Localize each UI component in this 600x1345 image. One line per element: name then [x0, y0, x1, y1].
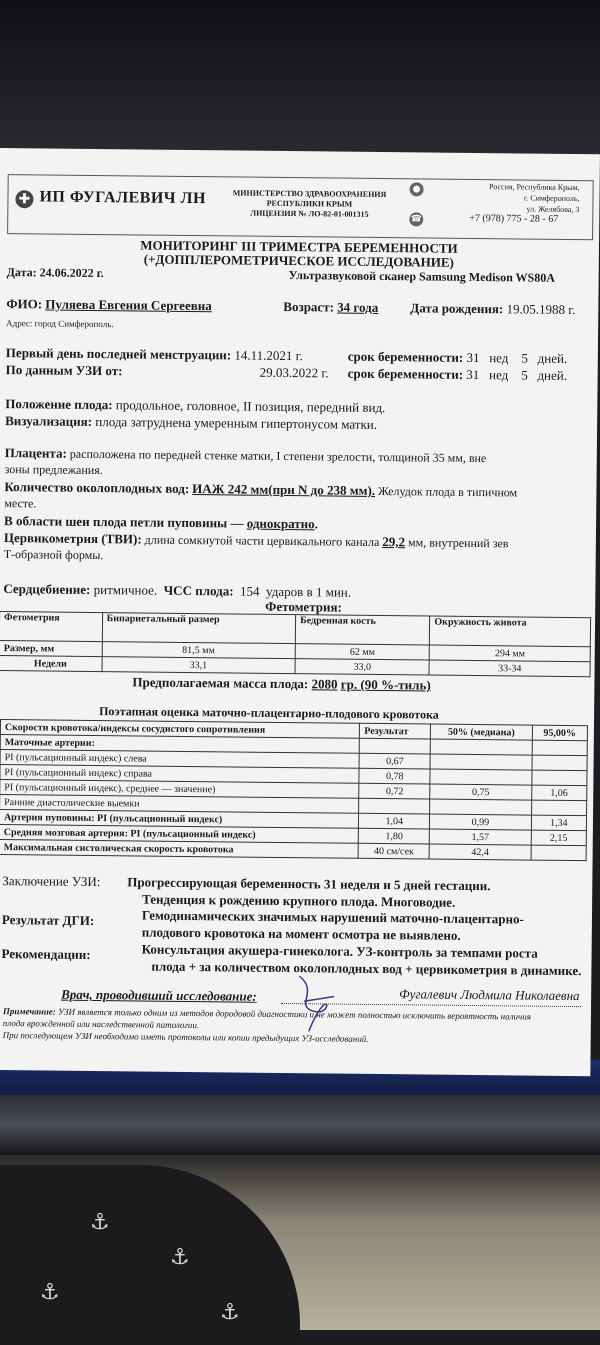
cord-line: В области шеи плода петли пуповины — однократно. — [4, 513, 319, 532]
table-cell: 62 мм — [295, 644, 429, 660]
note-text: УЗИ является только одним из методов дородовой диагностики и не может полностью исключить вероятность наличия — [57, 1006, 532, 1022]
dgi-label: Результат ДГИ: — [1, 912, 95, 929]
table-header-cell: Бипариетальный размер — [102, 613, 296, 644]
note-text: плода врожденной или наследственной патологии. — [2, 1018, 200, 1031]
table-cell: 0,78 — [359, 768, 430, 784]
table-header-cell: Окружность живота — [430, 616, 591, 647]
table-cell: 1,57 — [430, 829, 531, 845]
anchor-icon: ⚓ — [220, 1300, 240, 1325]
days-unit: дней. — [537, 367, 568, 383]
table-cell: 0,67 — [359, 753, 430, 769]
report-subtitle: (+ДОППЛЕРОМЕТРИЧЕСКОЕ ИССЛЕДОВАНИЕ) — [143, 251, 455, 270]
fetometry-title: Фетометрия: — [265, 598, 342, 615]
us-term — [348, 366, 568, 384]
term-label: срок беременности: — [347, 348, 464, 365]
recommendations-label: Рекомендации: — [1, 946, 91, 962]
mass-label: Предполагаемая масса плода: — [132, 674, 309, 692]
table-cell — [430, 769, 531, 785]
visualization — [5, 413, 377, 433]
background-top — [0, 0, 600, 160]
table-cell: Маточные артерии: — [0, 735, 359, 754]
placenta-text: расположена по передней стенке матки, I степени зрелости, толщиной 35 мм, вне — [69, 446, 487, 466]
table-cell: Недели — [0, 656, 102, 672]
car-door-edge — [0, 1095, 600, 1155]
table-cell: 0,99 — [430, 814, 531, 830]
weeks-unit: нед — [489, 350, 509, 366]
table-cell: 42,4 — [429, 844, 530, 860]
table-cell: 294 мм — [430, 645, 591, 662]
term-label: срок беременности: — [347, 365, 464, 382]
clinic-brand: ИП ФУГАЛЕВИЧ ЛН — [39, 188, 207, 208]
ministry-block — [219, 188, 399, 220]
cervix-text: мм, внутренний зев — [408, 535, 509, 551]
term-days: 5 — [521, 350, 529, 366]
term-weeks: 31 — [466, 366, 480, 383]
fetometry-table — [0, 611, 591, 677]
placenta-label: Плацента: — [4, 445, 67, 461]
hr-value: 154 — [239, 583, 260, 599]
table-header-cell: Скорости кровотока/индексы сосудистого сопротивления — [0, 720, 359, 739]
medical-cross-icon: ✚ — [15, 190, 33, 208]
patient-dob: 19.05.1988 г. — [506, 301, 576, 318]
address-line: Россия, Республика Крым, — [488, 182, 580, 193]
age-label: Возраст: — [283, 298, 335, 315]
table-cell — [430, 754, 531, 770]
table-cell — [431, 739, 532, 755]
position-label: Положение плода: — [5, 396, 113, 413]
patient-line — [6, 296, 212, 314]
us-date-value: 29.03.2022 г. — [259, 364, 329, 381]
recommendations-text: Консультация акушера-гинеколога. УЗ-контроль за темпами роста — [141, 941, 538, 961]
address-line: ул. Желябова, 3 — [526, 204, 580, 215]
anchor-icon: ⚓ — [170, 1245, 190, 1270]
table-cell — [359, 798, 430, 814]
doctor-label: Врач, проводивший исследование: — [61, 986, 257, 1004]
fio-label: ФИО: — [6, 296, 43, 312]
table-cell: 81,5 мм — [102, 642, 296, 659]
conclusion-text: Прогрессирующая беременность 31 неделя и 5 дней гестации. — [127, 874, 491, 894]
recommendations-text: плода + за количеством околоплодных вод + цервикометрия в динамике. — [151, 958, 582, 979]
table-cell: Максимальная систолическая скорость кровотока — [0, 840, 359, 859]
table-cell — [531, 770, 587, 786]
table-cell: 33,1 — [102, 657, 296, 674]
fluid-value: ИАЖ 242 мм(при N до 238 мм). — [192, 481, 376, 498]
cervix-text-cont: Т-образной формы. — [3, 547, 104, 563]
table-cell: 1,04 — [359, 813, 430, 829]
table-header-cell: 50% (медиана) — [431, 724, 532, 740]
table-cell: Ранние диастолические выемки — [0, 795, 359, 814]
table-cell: 0,72 — [359, 783, 430, 799]
table-cell: 2,15 — [531, 830, 587, 846]
table-cell: 33-34 — [429, 660, 590, 677]
conclusion-text: Тенденция к рождению крупного плода. Многоводие. — [142, 891, 456, 910]
heart-text: ритмичное. — [93, 582, 158, 598]
placenta-text-cont: зоны предлежания. — [4, 462, 103, 478]
table-cell — [532, 740, 588, 756]
table-cell — [531, 845, 587, 861]
dgi-text: Гемодинамических значимых нарушений маточно-плацентарно- — [141, 907, 524, 927]
patient-age: 34 года — [337, 299, 379, 315]
lmp-date: 14.11.2021 г. — [234, 347, 303, 364]
cervix-label: Цервикометрия (ТВИ): — [3, 530, 142, 547]
doctor-name: Фугалевич Людмила Николаевна — [399, 986, 580, 1004]
us-date-label: По данным УЗИ от: — [5, 362, 123, 379]
heartbeat-line — [3, 581, 351, 601]
patient-name: Пуляева Евгения Сергеевна — [45, 296, 212, 314]
table-cell — [430, 799, 531, 815]
days-unit: дней. — [537, 350, 568, 366]
doppler-table — [0, 719, 588, 861]
term-weeks: 31 — [466, 349, 480, 366]
cord-value: однократно — [246, 515, 315, 532]
note-label: Примечание: — [2, 1006, 56, 1017]
visual-text: плода затруднена умеренным гипертонусом матки. — [95, 414, 378, 432]
lmp-label: Первый день последней менструации: — [5, 345, 232, 363]
table-header-cell: Фетометрия — [0, 612, 102, 642]
term-days: 5 — [521, 367, 528, 383]
address-line: г. Симферополь, — [523, 193, 580, 204]
visual-label: Визуализация: — [5, 413, 93, 429]
table-cell — [360, 738, 431, 754]
table-cell: PI (пульсационный индекс) справа — [0, 765, 359, 784]
cervix-value: 29,2 — [382, 534, 406, 550]
amniotic-fluid-line — [4, 479, 517, 500]
dob-line — [410, 300, 575, 318]
cervix-text: длина сомкнутой части цервикального канала — [144, 532, 380, 549]
heart-label: Сердцебиение: — [3, 581, 91, 597]
table-header-cell: Результат — [360, 723, 431, 739]
conclusion-label: Заключение УЗИ: — [2, 873, 101, 890]
report-title: МОНИТОРИНГ III ТРИМЕСТРА БЕРЕМЕННОСТИ — [140, 237, 458, 256]
exam-date: Дата: 24.06.2022 г. — [6, 265, 104, 281]
table-cell: 1,06 — [531, 785, 587, 801]
dob-label: Дата рождения: — [410, 300, 504, 317]
anchor-icon: ⚓ — [90, 1210, 110, 1235]
estimated-weight — [132, 674, 430, 693]
position-text: продольное, головное, II позиция, передний вид. — [115, 397, 386, 416]
table-cell: 40 см/сек — [358, 843, 429, 859]
table-header-cell: 95,00% — [532, 725, 588, 741]
mass-unit: гр. (90 %-тиль) — [340, 676, 431, 693]
table-cell: 1,34 — [531, 815, 587, 831]
anchor-icon: ⚓ — [40, 1280, 60, 1305]
table-cell — [532, 755, 588, 771]
table-cell: Артерия пуповины: PI (пульсационный индекс) — [0, 810, 359, 829]
table-header-cell: Бедренная кость — [295, 615, 430, 645]
table-cell: 33,0 — [295, 659, 429, 675]
mass-value: 2080 — [311, 676, 338, 692]
phone-icon: ☎ — [409, 212, 423, 226]
ministry-line: МИНИСТЕРСТВО ЗДРАВООХРАНЕНИЯ — [232, 188, 387, 200]
ultrasound-report-sheet — [0, 148, 600, 1076]
dgi-text: плодового кровотока на момент осмотра не выявлено. — [141, 924, 461, 943]
scanner-model: Ультразвуковой сканер Samsung Medison WS80A — [288, 268, 555, 285]
location-icon: ● — [410, 182, 424, 196]
clinic-address — [449, 181, 579, 215]
clinic-phone: +7 (978) 775 - 28 - 67 — [469, 212, 559, 225]
license-line: ЛИЦЕНЗИЯ № ЛО-82-01-001315 — [250, 208, 369, 219]
table-cell: PI (пульсационный индекс) слева — [0, 750, 359, 769]
table-cell: Размер, мм — [0, 641, 102, 657]
hr-label: ЧСС плода: — [163, 582, 234, 599]
fluid-text-cont: месте. — [4, 496, 37, 511]
table-cell: 1,80 — [359, 828, 430, 844]
weeks-unit: нед — [488, 367, 509, 383]
ministry-line: РЕСПУБЛИКИ КРЫМ — [266, 198, 353, 209]
fluid-label: Количество околоплодных вод: — [4, 479, 190, 496]
us-date-line — [6, 362, 123, 379]
table-cell: PI (пульсационный индекс), среднее — значение) — [0, 780, 359, 799]
table-cell: 0,75 — [430, 784, 531, 800]
doppler-title: Поэтапная оценка маточно-плацентарно-плодового кровотока — [99, 704, 439, 722]
age-line — [283, 299, 378, 316]
lmp-term — [348, 349, 568, 367]
table-cell: Средняя мозговая артерия: PI (пульсационный индекс) — [0, 825, 359, 844]
note-text: При последующем УЗИ необходимо иметь протоколы или копии предыдущих УЗ-исследований. — [2, 1030, 369, 1044]
cord-label: В области шеи плода петли пуповины — — [4, 513, 244, 531]
patient-address: Адрес: город Симферополь. — [6, 318, 114, 330]
hr-unit: ударов в 1 мин. — [265, 583, 352, 600]
fluid-text: Желудок плода в типичном — [377, 483, 518, 500]
lmp-line — [6, 345, 303, 364]
table-cell — [531, 800, 587, 816]
doctor-signature — [289, 971, 340, 1042]
